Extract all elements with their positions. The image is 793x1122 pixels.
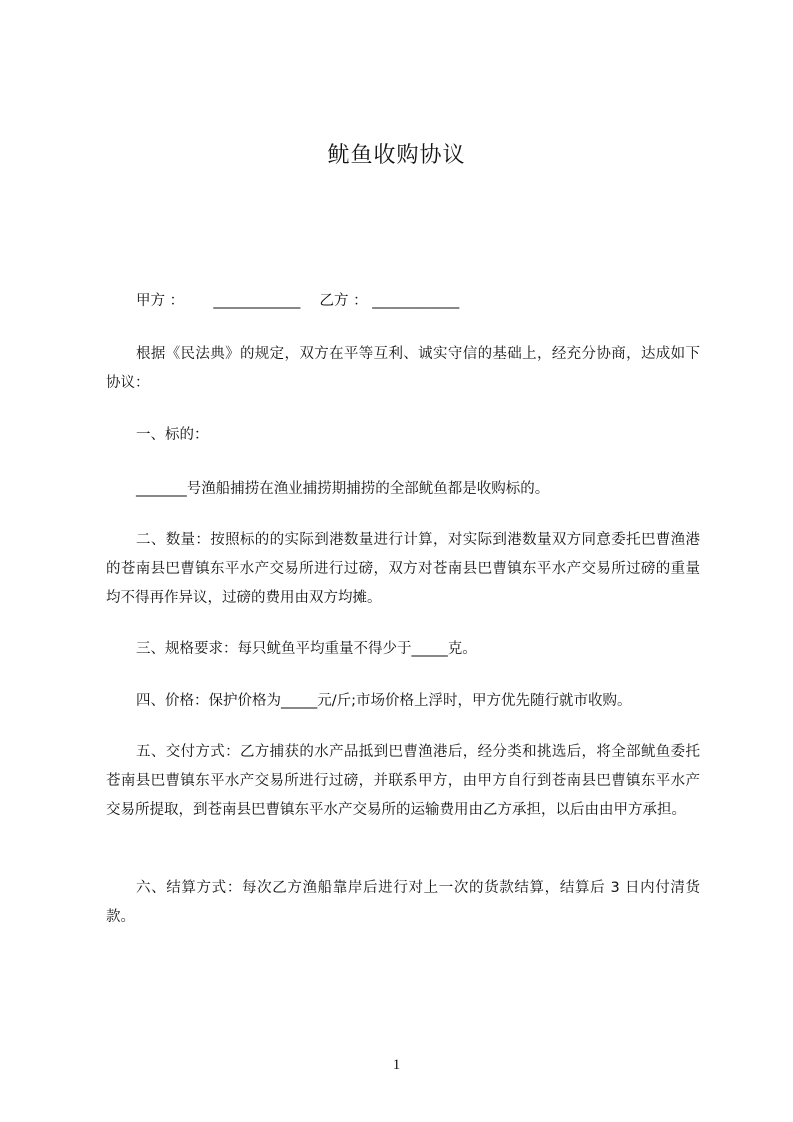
section-1-heading: 一、标的： <box>136 427 209 443</box>
section-1-body: _______号渔船捕捞在渔业捕捞期捕捞的全部鱿鱼都是收购标的。 <box>136 481 550 497</box>
section-2-quantity: 二、数量：按照标的的实际到港数量进行计算，对实际到港数量双方同意委托巴曹渔港的苍南县巴曹镇东平水产交易所进行过磅，双方对苍南县巴曹镇东平水产交易所过磅的重量均不得再作异议，过磅的费用由双方均摊。 <box>106 532 700 606</box>
party-a-label: 甲方 ： <box>136 293 185 309</box>
intro-paragraph: 根据《民法典》的规定，双方在平等互利、诚实守信的基础上，经充分协商，达成如下协议： <box>106 346 700 391</box>
party-b-blank: ____________ <box>372 293 460 309</box>
section-5-delivery: 五、交付方式：乙方捕获的水产品抵到巴曹渔港后，经分类和挑选后，将全部鱿鱼委托苍南县巴曹镇东平水产交易所进行过磅，并联系甲方，由甲方自行到苍南县巴曹镇东平水产交易所提取，到苍南县巴曹镇东平水产交易所的运输费用由乙方承担，以后由由甲方承担。 <box>106 744 700 818</box>
document-title: 鱿鱼收购协议 <box>327 143 466 168</box>
party-b-label: 乙方 ： <box>319 293 368 309</box>
parties-line <box>136 288 459 314</box>
party-a-blank: ____________ <box>213 293 301 309</box>
section-4-price: 四、价格：保护价格为_____元/斤;市场价格上浮时，甲方优先随行就市收购。 <box>136 693 632 709</box>
section-6-settlement: 六、结算方式：每次乙方渔船靠岸后进行对上一次的货款结算，结算后 3 日内付清货款。 <box>106 880 700 925</box>
section-3-specification: 三、规格要求：每只鱿鱼平均重量不得少于_____克。 <box>136 641 477 657</box>
page-number: 1 <box>392 1057 401 1073</box>
